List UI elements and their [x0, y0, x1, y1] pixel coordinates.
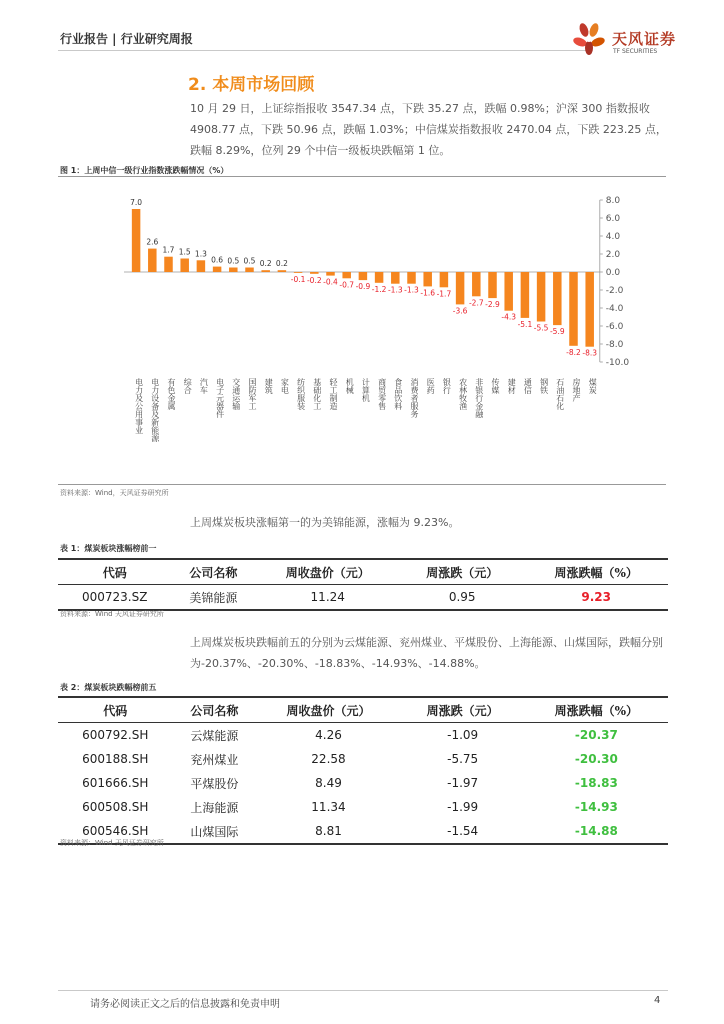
category-label: 基础化工 — [312, 378, 322, 410]
weekly-change-pct: -18.83 — [574, 776, 618, 790]
bar — [326, 272, 335, 276]
footer-divider — [58, 990, 668, 991]
report-breadcrumb: 行业报告 | 行业研究周报 — [60, 32, 193, 46]
category-label: 电子元器件 — [215, 378, 225, 418]
y-tick-label: 2.0 — [605, 250, 621, 260]
category-label: 钢铁 — [539, 378, 549, 394]
bar — [569, 272, 578, 346]
table-row — [58, 585, 668, 611]
table-row — [58, 795, 668, 819]
company-name: 美锦能源 — [189, 590, 238, 605]
y-tick-label: -6.0 — [605, 322, 624, 332]
data-label: -3.6 — [452, 306, 468, 316]
data-label: 0.5 — [243, 256, 256, 266]
data-label: -1.6 — [420, 288, 436, 298]
column-header: 公司名称 — [190, 703, 239, 718]
top-losers-paragraph: 上周煤炭板块跌幅前五的分别为云煤能源、兖州煤业、平煤股份、上海能源、山煤国际，跌幅分别为-20.37%、-20.30%、-18.83%、-14.93%、-14.88%。 — [190, 636, 663, 670]
bar — [180, 259, 189, 273]
bar — [132, 209, 141, 272]
data-label: -5.1 — [517, 319, 533, 329]
bar — [213, 267, 222, 272]
market-review-paragraph: 10 月 29 日，上证综指报收 3547.34 点，下跌 35.27 点，跌幅 0.98%；沪深 300 指数报收 4908.77 点，下跌 50.96 点，跌幅 1.03%；中信煤炭指数报收 2470.04 点，下跌 223.25 点，跌幅 8.29%，位列 29 个中信一级板块跌幅第 1 位。 — [190, 102, 667, 157]
bar — [407, 272, 416, 284]
category-label: 有色金属 — [167, 378, 176, 410]
column-header: 公司名称 — [189, 565, 238, 580]
category-label: 商贸零售 — [377, 378, 387, 410]
column-header: 周涨跌（元） — [426, 703, 499, 718]
category-label: 建材 — [507, 378, 517, 394]
data-label: -4.3 — [501, 312, 517, 322]
column-header: 周涨跌（元） — [426, 565, 499, 580]
bar — [245, 268, 254, 273]
y-tick-label: 8.0 — [605, 196, 621, 206]
category-label: 非银行金融 — [474, 378, 484, 418]
data-label: -1.3 — [387, 285, 403, 295]
data-label: -1.7 — [436, 289, 452, 299]
bar — [553, 272, 562, 325]
data-label: -0.1 — [290, 274, 306, 284]
y-tick-label: -8.0 — [605, 340, 624, 350]
y-tick-label: 6.0 — [605, 214, 621, 224]
table-header-row — [58, 559, 668, 585]
column-header: 周涨跌幅（%） — [554, 703, 639, 718]
category-label: 汽车 — [199, 378, 209, 394]
bar — [585, 272, 594, 347]
bar — [310, 272, 319, 274]
figure-bottom-divider — [58, 484, 666, 485]
category-label: 石油石化 — [555, 378, 565, 410]
data-label: -8.3 — [582, 348, 598, 358]
company-name: 山煤国际 — [190, 824, 239, 839]
figure-caption: 图 1：上周中信一级行业指数涨跌幅情况（%） — [60, 166, 229, 175]
company-name: 上海能源 — [190, 800, 239, 815]
table-row — [58, 771, 668, 795]
logo-english-text: TF SECURITIES — [613, 48, 658, 55]
weekly-close: 8.81 — [315, 824, 342, 838]
weekly-close: 4.26 — [315, 728, 342, 742]
table1-source: 资料来源：Wind 天风证券研究所 — [60, 610, 164, 618]
column-header: 周收盘价（元） — [286, 703, 371, 718]
category-label: 纺织服装 — [296, 378, 306, 410]
category-label: 机械 — [345, 378, 355, 394]
data-label: -0.2 — [306, 275, 322, 285]
category-label: 银行 — [442, 378, 452, 394]
data-label: 7.0 — [130, 198, 143, 207]
data-label: -2.7 — [468, 298, 484, 308]
bar — [440, 272, 449, 287]
category-label: 医药 — [426, 378, 436, 394]
tf-securities-logo-icon — [572, 22, 606, 56]
stock-code: 601666.SH — [82, 776, 149, 790]
data-label: 0.2 — [259, 259, 272, 269]
data-label: -0.9 — [355, 282, 371, 292]
y-tick-label: -2.0 — [605, 286, 624, 296]
data-label: 2.6 — [146, 237, 159, 247]
column-header: 代码 — [103, 703, 128, 718]
bar — [456, 272, 465, 304]
weekly-change-pct: -20.37 — [574, 728, 618, 742]
data-label: 1.7 — [162, 245, 175, 255]
weekly-change: -1.09 — [447, 728, 479, 742]
stock-code: 600188.SH — [82, 752, 149, 766]
column-header: 周涨跌幅（%） — [554, 565, 638, 580]
bar — [391, 272, 400, 284]
bar — [278, 270, 287, 272]
data-label: 0.6 — [211, 255, 224, 265]
y-tick-label: 0.0 — [605, 268, 621, 278]
weekly-change: -1.54 — [447, 824, 479, 838]
category-label: 消费者服务 — [410, 378, 419, 418]
top-gainer-paragraph: 上周煤炭板块涨幅第一的为美锦能源，涨幅为 9.23%。 — [190, 516, 460, 529]
bar — [504, 272, 513, 311]
logo-text: 天风证券 — [612, 30, 677, 48]
top-gainer-table — [58, 558, 668, 611]
company-name: 云煤能源 — [190, 728, 239, 743]
weekly-change: 0.95 — [448, 590, 476, 604]
weekly-change-pct: -14.93 — [574, 800, 618, 814]
page-number: 4 — [654, 995, 661, 1006]
weekly-change: -1.99 — [447, 800, 479, 814]
data-label: -0.4 — [323, 277, 338, 287]
column-header: 周收盘价（元） — [285, 565, 370, 580]
data-label: -8.2 — [566, 347, 581, 357]
category-label: 家电 — [280, 378, 290, 394]
stock-code: 600546.SH — [82, 824, 149, 838]
data-label: 0.5 — [227, 256, 240, 266]
y-tick-label: -10.0 — [605, 358, 630, 368]
data-label: 0.2 — [275, 259, 288, 269]
category-label: 食品饮料 — [393, 378, 403, 410]
table1-caption: 表 1：煤炭板块涨幅榜前一 — [60, 544, 157, 553]
y-tick-label: 4.0 — [605, 232, 621, 242]
bar — [488, 272, 497, 298]
weekly-change: -1.97 — [447, 776, 479, 790]
category-label: 房地产 — [572, 378, 581, 402]
category-label: 通信 — [523, 378, 533, 394]
weekly-close: 11.24 — [310, 590, 345, 604]
data-label: -2.9 — [485, 300, 500, 310]
bar — [375, 272, 384, 283]
section-title: 2. 本周市场回顾 — [188, 75, 315, 95]
category-label: 国防军工 — [248, 378, 257, 410]
stock-code: 600508.SH — [82, 800, 149, 814]
bar — [472, 272, 481, 296]
category-label: 计算机 — [361, 378, 371, 402]
bar — [148, 249, 157, 272]
category-label: 煤炭 — [588, 378, 598, 394]
weekly-close: 8.49 — [315, 776, 342, 790]
figure-source: 资料来源：Wind，天风证券研究所 — [60, 489, 169, 497]
y-tick-label: -4.0 — [605, 304, 624, 314]
bar — [164, 257, 173, 272]
column-header: 代码 — [102, 565, 127, 580]
top-losers-table — [58, 696, 668, 845]
category-label: 传媒 — [491, 378, 500, 394]
weekly-change-pct: -20.30 — [574, 752, 618, 766]
bar — [229, 268, 238, 273]
data-label: 1.3 — [194, 249, 207, 259]
category-label: 交通运输 — [231, 378, 241, 410]
header-divider — [58, 50, 588, 51]
data-label: -0.7 — [339, 280, 355, 290]
company-name: 平煤股份 — [190, 776, 239, 791]
data-label: 1.5 — [178, 247, 191, 257]
data-label: -1.3 — [404, 285, 419, 295]
table-row — [58, 723, 668, 748]
bar — [342, 272, 351, 278]
category-label: 电力设备及新能源 — [150, 378, 160, 442]
data-label: -5.9 — [549, 327, 565, 337]
table2-source: 资料来源：Wind 天风证券研究所 — [60, 839, 164, 847]
bar — [537, 272, 546, 322]
category-label: 综合 — [183, 378, 193, 394]
category-label: 轻工制造 — [329, 378, 338, 410]
category-label: 电力及公用事业 — [134, 378, 144, 434]
data-label: -5.5 — [533, 323, 549, 333]
weekly-change-pct: 9.23 — [581, 590, 611, 604]
company-name: 兖州煤业 — [190, 752, 239, 767]
data-label: -1.2 — [371, 284, 387, 294]
bar — [197, 260, 206, 272]
category-label: 农林牧渔 — [458, 378, 468, 410]
table-row — [58, 747, 668, 771]
bar — [521, 272, 530, 318]
bar — [294, 272, 303, 273]
category-label: 建筑 — [264, 378, 274, 394]
table-header-row — [58, 697, 668, 723]
footer-disclaimer: 请务必阅读正文之后的信息披露和免责申明 — [90, 999, 280, 1010]
weekly-close: 11.34 — [311, 800, 346, 814]
bar — [261, 270, 270, 272]
stock-code: 600792.SH — [82, 728, 149, 742]
bar — [423, 272, 432, 286]
stock-code: 000723.SZ — [81, 590, 148, 604]
industry-change-bar-chart — [60, 176, 660, 486]
table2-caption: 表 2：煤炭板块跌幅榜前五 — [60, 683, 157, 692]
weekly-change: -5.75 — [447, 752, 479, 766]
weekly-change-pct: -14.88 — [574, 824, 618, 838]
weekly-close: 22.58 — [311, 752, 346, 766]
bar — [359, 272, 368, 280]
